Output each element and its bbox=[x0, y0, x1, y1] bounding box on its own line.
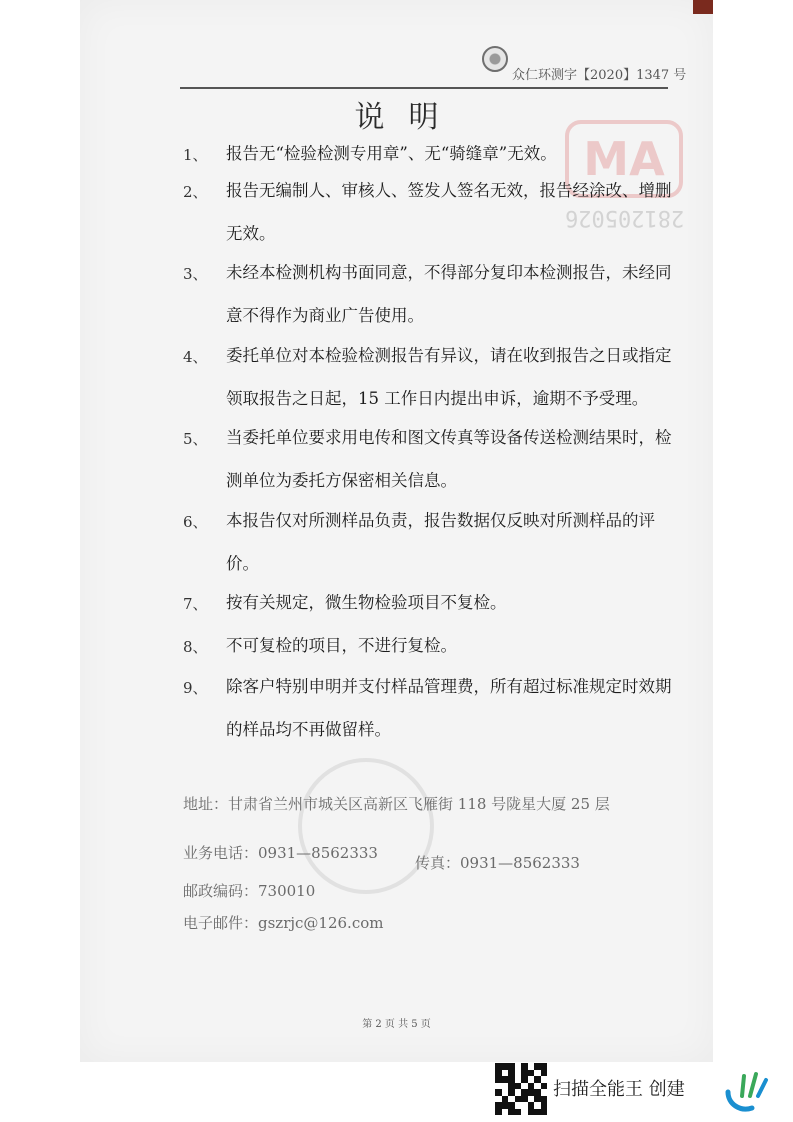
report-number: 众仁环测字【2020】1347 号 bbox=[512, 68, 687, 83]
notice-item-text: 意不得作为商业广告使用。 bbox=[226, 306, 424, 325]
camscanner-logo-icon bbox=[720, 1066, 772, 1118]
page-footer: 第 2 页 共 5 页 bbox=[362, 1019, 431, 1030]
cma-stamp: MA bbox=[565, 120, 683, 198]
page-corner-tab bbox=[693, 0, 713, 14]
notice-item-text: 价。 bbox=[226, 554, 259, 573]
institute-seal-icon bbox=[482, 46, 508, 72]
notice-item-text: 本报告仅对所测样品负责，报告数据仅反映对所测样品的评 bbox=[226, 511, 655, 530]
notice-item-text: 未经本检测机构书面同意，不得部分复印本检测报告，未经同 bbox=[226, 263, 672, 282]
notice-item-text: 领取报告之日起，15 工作日内提出申诉，逾期不予受理。 bbox=[226, 389, 649, 408]
notice-item-text: 除客户特别申明并支付样品管理费，所有超过标准规定时效期 bbox=[226, 677, 672, 696]
notice-item-number: 3、 bbox=[183, 265, 208, 283]
cma-stamp-number: 281205026 bbox=[565, 205, 685, 230]
contact-postcode: 邮政编码：730010 bbox=[183, 882, 316, 900]
faded-seal-watermark bbox=[298, 758, 434, 894]
notice-item-number: 8、 bbox=[183, 638, 208, 656]
notice-item-number: 5、 bbox=[183, 430, 208, 448]
notice-item-text: 按有关规定，微生物检验项目不复检。 bbox=[226, 593, 507, 612]
notice-item-number: 7、 bbox=[183, 595, 208, 613]
contact-email: 电子邮件：gszrjc@126.com bbox=[183, 914, 384, 932]
notice-item-number: 9、 bbox=[183, 679, 208, 697]
contact-phone: 业务电话：0931—8562333 bbox=[183, 844, 378, 862]
notice-item-text: 的样品均不再做留样。 bbox=[226, 720, 391, 739]
notice-item-text: 报告无编制人、审核人、签发人签名无效，报告经涂改、增删 bbox=[226, 181, 672, 200]
notice-item-text: 不可复检的项目，不进行复检。 bbox=[226, 636, 457, 655]
notice-item-number: 2、 bbox=[183, 183, 208, 201]
notice-item-text: 当委托单位要求用电传和图文传真等设备传送检测结果时，检 bbox=[226, 428, 672, 447]
notice-item-number: 6、 bbox=[183, 513, 208, 531]
scanner-label: 扫描全能王 创建 bbox=[553, 1079, 685, 1100]
contact-address: 地址：甘肃省兰州市城关区高新区飞雁街 118 号陇星大厦 25 层 bbox=[183, 795, 610, 813]
header-rule bbox=[180, 87, 668, 89]
report-header bbox=[482, 46, 687, 83]
notice-item-number: 4、 bbox=[183, 348, 208, 366]
notice-item-text: 委托单位对本检验检测报告有异议，请在收到报告之日或指定 bbox=[226, 346, 672, 365]
notice-item-text: 无效。 bbox=[226, 224, 276, 243]
notice-item-number: 1、 bbox=[183, 146, 208, 164]
contact-fax: 传真：0931—8562333 bbox=[415, 854, 580, 872]
page-title: 说明 bbox=[354, 100, 463, 135]
notice-item-text: 报告无“检验检测专用章”、无“骑缝章”无效。 bbox=[226, 144, 557, 163]
notice-item-text: 测单位为委托方保密相关信息。 bbox=[226, 471, 457, 490]
qr-code-icon bbox=[495, 1063, 547, 1115]
